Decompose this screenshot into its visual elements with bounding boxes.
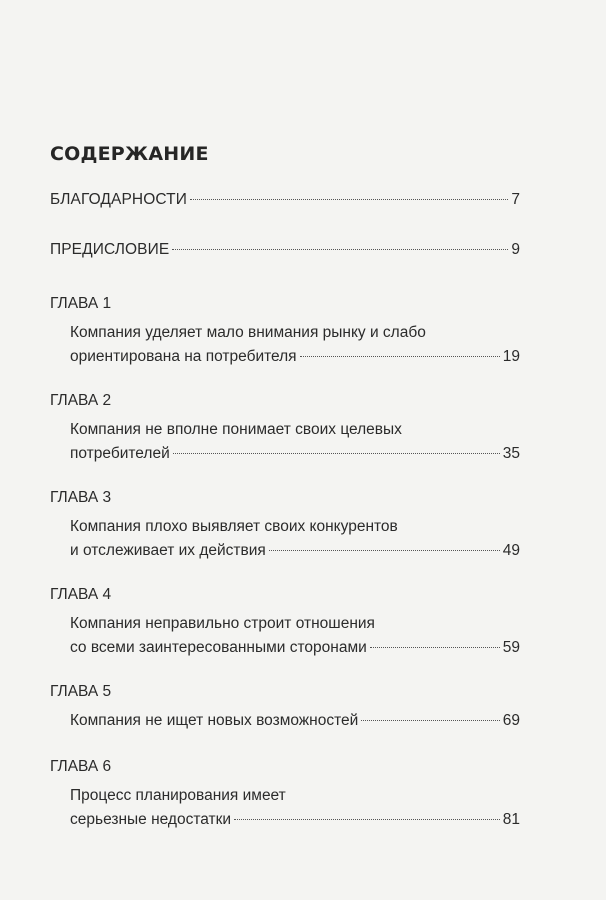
toc-entry-label: ПРЕДИСЛОВИЕ bbox=[50, 241, 170, 258]
chapter-title-line: потребителей bbox=[70, 445, 170, 462]
chapter-title-line: и отслеживает их действия bbox=[70, 542, 266, 559]
dot-leader bbox=[361, 720, 499, 721]
dot-leader bbox=[269, 550, 500, 551]
dot-leader bbox=[172, 249, 508, 250]
toc-entry-acknowledgements[interactable] bbox=[50, 188, 520, 212]
toc-page-number: 9 bbox=[511, 241, 520, 258]
dot-leader bbox=[300, 356, 500, 357]
toc-chapter-4[interactable] bbox=[50, 584, 520, 660]
dot-leader bbox=[370, 647, 500, 648]
chapter-label: ГЛАВА 5 bbox=[50, 683, 112, 700]
chapter-label: ГЛАВА 4 bbox=[50, 586, 112, 603]
toc-chapter-3[interactable] bbox=[50, 487, 520, 563]
chapter-label: ГЛАВА 1 bbox=[50, 295, 112, 312]
toc-entry-label: БЛАГОДАРНОСТИ bbox=[50, 191, 187, 208]
toc-page-number: 19 bbox=[502, 348, 520, 365]
toc-page-number: 49 bbox=[502, 542, 520, 559]
toc-chapter-1[interactable] bbox=[50, 293, 520, 369]
dot-leader bbox=[173, 453, 500, 454]
toc-chapter-5[interactable] bbox=[50, 681, 520, 733]
toc-page-number: 59 bbox=[502, 639, 520, 656]
chapter-title-line: ориентирована на потребителя bbox=[70, 348, 297, 365]
chapter-title-line: со всеми заинтересованными сторонами bbox=[70, 639, 367, 656]
toc-chapter-6[interactable] bbox=[50, 756, 520, 832]
toc-entry-preface[interactable] bbox=[50, 238, 520, 262]
toc-page-number: 35 bbox=[502, 445, 520, 462]
toc-page-number: 81 bbox=[502, 811, 520, 828]
chapter-title-line: Компания не вполне понимает своих целевых bbox=[70, 421, 402, 438]
toc-page-number: 69 bbox=[502, 712, 520, 729]
chapter-title-line: Компания уделяет мало внимания рынку и слабо bbox=[70, 324, 426, 341]
dot-leader bbox=[190, 199, 508, 200]
chapter-title-line: Компания плохо выявляет своих конкурентов bbox=[70, 518, 398, 535]
chapter-label: ГЛАВА 3 bbox=[50, 489, 112, 506]
chapter-title-line: Компания неправильно строит отношения bbox=[70, 615, 375, 632]
chapter-title-line: Компания не ищет новых возможностей bbox=[70, 712, 359, 729]
toc-page-number: 7 bbox=[511, 191, 520, 208]
chapter-label: ГЛАВА 6 bbox=[50, 758, 112, 775]
chapter-title-line: Процесс планирования имеет bbox=[70, 787, 286, 804]
toc-heading: СОДЕРЖАНИЕ bbox=[50, 143, 209, 165]
chapter-title-line: серьезные недостатки bbox=[70, 811, 232, 828]
toc-chapter-2[interactable] bbox=[50, 390, 520, 466]
chapter-label: ГЛАВА 2 bbox=[50, 392, 112, 409]
dot-leader bbox=[234, 819, 500, 820]
